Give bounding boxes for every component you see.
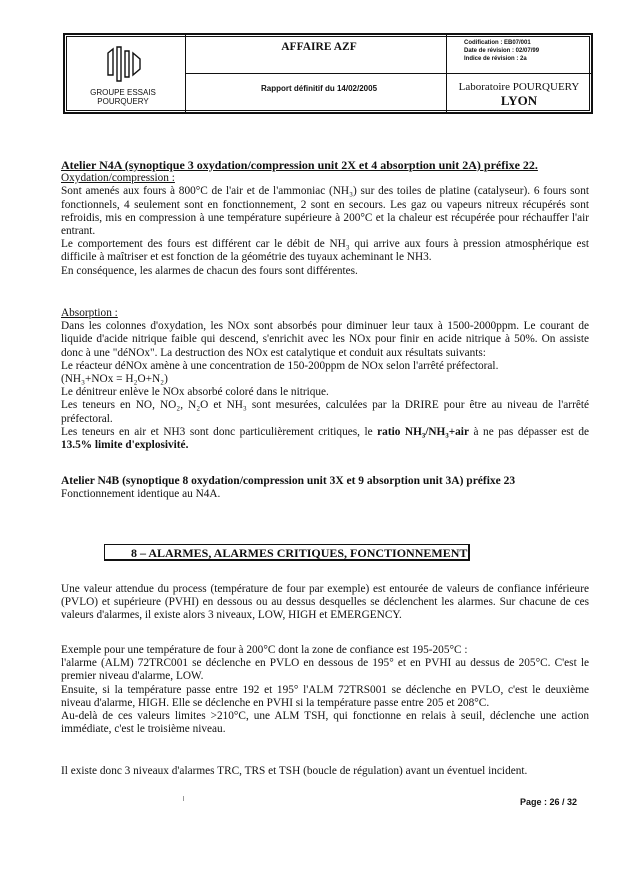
ratio-formula: ratio NH₃/NH₃+air (377, 425, 469, 438)
page-number: Page : 26 / 32 (520, 797, 578, 807)
absorption-paragraph-2: Le réacteur déNOx amène à une concentration de 150-200ppm de NOx selon l'arrêté préfectoral. (61, 359, 499, 372)
section-8-intro: Une valeur attendue du process (température de four par exemple) est entourée de valeurs de confiance inférieure (PVLO) et supérieure (PVHI) en dessous ou au dessus desquelles se déclenchent les alarmes. Sur chacune de ces valeurs d'alarmes, il existe alors 3 niveaux, LOW, HIGH et EMERGENCY. (61, 583, 589, 622)
codification-block (464, 39, 539, 63)
laboratory (451, 81, 587, 108)
laboratory-city: LYON (500, 93, 538, 108)
report-date: Rapport définitif du 14/02/2005 (260, 84, 378, 93)
ratio-text-middle: à ne pas dépasser est de (468, 425, 589, 438)
laboratory-name: Laboratoire POURQUERY (458, 81, 580, 93)
alarm-example (61, 644, 589, 736)
oxydation-paragraph-2: Le comportement des fours est différent car le débit de NH₃ qui arrive aux fours à pression atmosphérique est difficile à maîtriser et est fonction de la géométrie des tuyaux acheminant le NH3. (61, 238, 589, 264)
oxydation-paragraph-3: En conséquence, les alarmes de chacun des fours sont différentes. (61, 264, 358, 277)
logo-text-line1: GROUPE ESSAIS (90, 88, 156, 97)
ratio-text-before: Les teneurs en air et NH3 sont donc particulièrement critiques, le (61, 425, 378, 438)
section-8-heading: 8 – ALARMES, ALARMES CRITIQUES, FONCTIONNEMENT (104, 544, 470, 561)
ratio-paragraph (61, 426, 589, 452)
atelier-n4b-section (61, 475, 589, 501)
absorption-paragraph-1: Dans les colonnes d'oxydation, les NOx sont absorbés pour diminuer leur taux à 1500-2000ppm. Le courant de liquide d'acide nitrique faible qui descend, s'enrichit avec les NOx pour finir en acide nitrique à 50%. On assiste donc à une "déNOx". La destruction des NOx est catalytique et conduit aux résultats suivants: (61, 320, 589, 359)
absorption-section (61, 307, 589, 452)
scan-speck (183, 796, 184, 801)
revision-index: Indice de révision : 2a (464, 56, 527, 62)
logo-text-line2: POURQUERY (97, 97, 149, 106)
revision-date: Date de révision : 02/07/99 (464, 48, 540, 54)
oxydation-heading: Oxydation/compression : (61, 172, 175, 185)
oxydation-paragraph-1: Sont amenés aux fours à 800°C de l'air et de l'ammoniac (NH₃) sur des toiles de platine (catalyseur). 6 fours sont fonctionnels, 4 seulement sont en fonctionnement, 2 sont en secours. Les gaz ou vapeurs nitreux récupérés sont refroidis, mis en compression à une température supérieure à 200°C et la chaleur est récupérée pour réchauffer l'air entrant. (61, 185, 589, 238)
example-line-4: Au-delà de ces valeurs limites >210°C, une ALM TSH, qui fonctionne en relais à seuil, déclenche une action immédiate, c'est le troisième niveau. (61, 710, 589, 736)
atelier-n4a-section (61, 159, 589, 278)
company-logo-icon (105, 45, 145, 83)
atelier-n4b-title: Atelier N4B (synoptique 8 oxydation/compression unit 3X et 9 absorption unit 3A) préfixe 23 (61, 475, 516, 487)
section-8-conclusion: Il existe donc 3 niveaux d'alarmes TRC, TRS et TSH (boucle de régulation) avant un éventuel incident. (61, 765, 528, 777)
reaction-equation: (NH₃+NOx = H₂O+N₂) (61, 373, 168, 386)
example-line-1: Exemple pour une température de four à 200°C dont la zone de confiance est 195-205°C : (61, 644, 468, 656)
absorption-heading: Absorption : (61, 307, 118, 319)
example-line-2: l'alarme (ALM) 72TRC001 se déclenche en PVLO en dessous de 195° et en PVHI au dessus de 205°C. C'est le premier niveau d'alarme, LOW. (61, 657, 589, 683)
atelier-n4a-title: Atelier N4A (synoptique 3 oxydation/compression unit 2X et 4 absorption unit 2A) préfixe 22. (61, 158, 538, 172)
absorption-paragraph-3: Le dénitreur enlève le NOx absorbé coloré dans le nitrique. (61, 386, 329, 399)
example-line-3: Ensuite, si la température passe entre 192 et 195° l'ALM 72TRS001 se déclenche en PVLO, c'est le deuxième niveau d'alarme, HIGH. Elle se déclenche en PVHI si la température passe entre 205 et 208°C. (61, 683, 589, 709)
atelier-n4b-text: Fonctionnement identique au N4A. (61, 488, 221, 501)
absorption-paragraph-4: Les teneurs en NO, NO₂, N₂O et NH₃ sont mesurées, calculées par la DRIRE pour être au niveau de l'arrêté préfectoral. (61, 399, 589, 425)
document-header (63, 33, 593, 114)
codification: Codification : EB07/001 (464, 40, 531, 46)
affaire-title: AFFAIRE AZF (281, 41, 357, 53)
ratio-limit: 13.5% limite d'explosivité. (61, 439, 189, 452)
